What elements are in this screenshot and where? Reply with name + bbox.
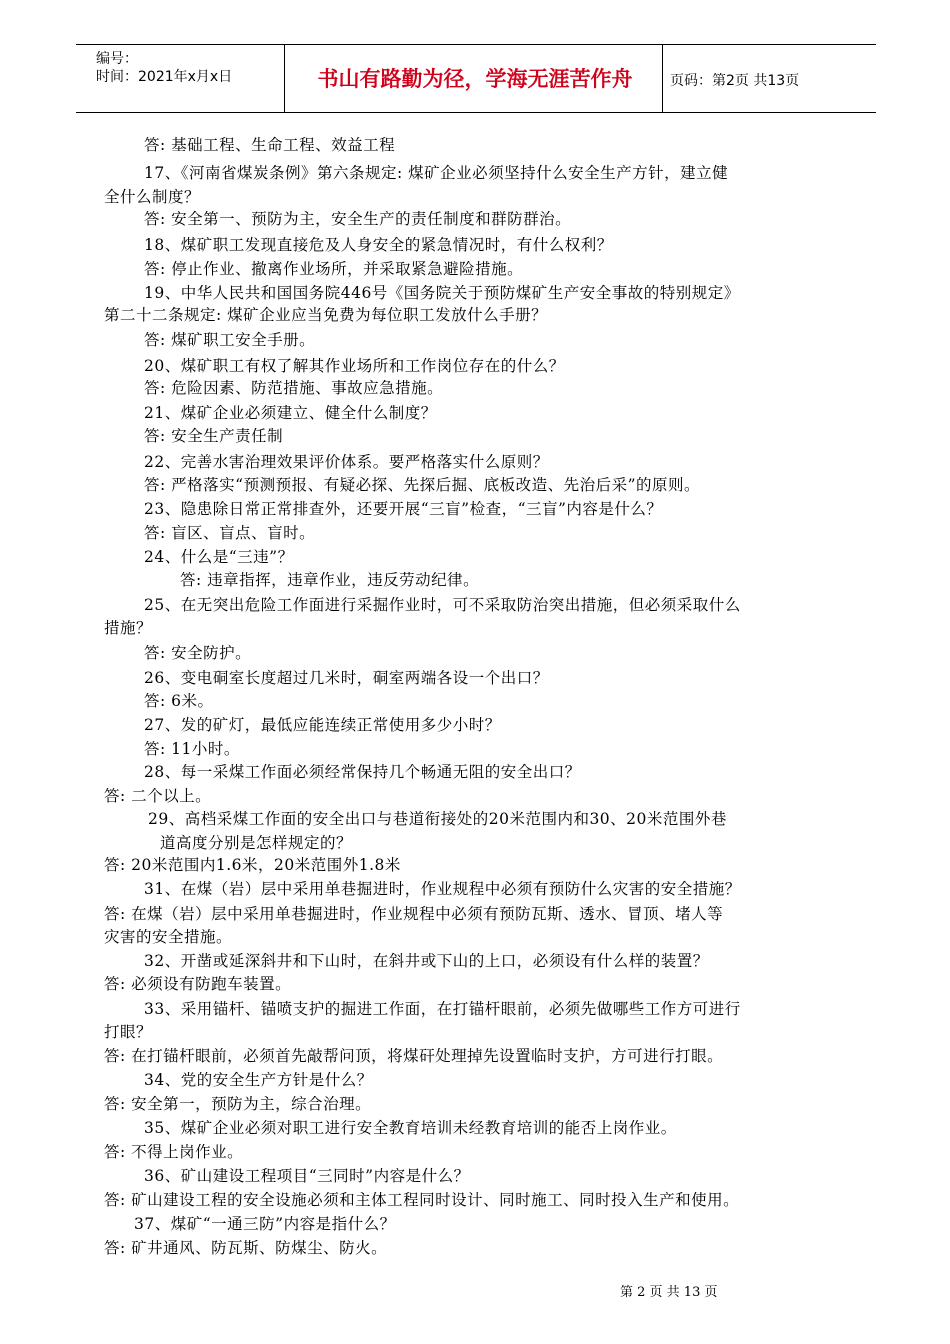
- text-line: 20、煤矿职工有权了解其作业场所和工作岗位存在的什么？: [144, 357, 565, 375]
- header-bottom-rule: [76, 112, 876, 113]
- text-line: 道高度分别是怎样规定的？: [160, 834, 353, 852]
- text-line: 36、矿山建设工程项目“三同时”内容是什么？: [144, 1167, 470, 1185]
- text-line: 31、在煤（岩）层中采用单巷掘进时，作业规程中必须有预防什么灾害的安全措施？: [144, 880, 741, 898]
- header-top-rule: [76, 44, 876, 45]
- text-line: 答: 违章指挥，违章作业，违反劳动纪律。: [180, 571, 480, 589]
- text-line: 18、煤矿职工发现直接危及人身安全的紧急情况时，有什么权利？: [144, 236, 613, 254]
- text-line: 34、党的安全生产方针是什么？: [144, 1071, 373, 1089]
- text-line: 答: 盲区、盲点、盲时。: [144, 524, 316, 542]
- text-line: 29、高档采煤工作面的安全出口与巷道衔接处的20米范围内和30、20米范围外巷: [148, 810, 727, 828]
- text-line: 答: 安全第一、预防为主，安全生产的责任制度和群防群治。: [144, 210, 572, 228]
- text-line: 26、变电硐室长度超过几米时，硐室两端各设一个出口？: [144, 669, 549, 687]
- text-line: 打眼？: [104, 1023, 153, 1041]
- text-line: 答: 在打锚杆眼前，必须首先敲帮问顶，将煤矸处理掉先设置临时支护，方可进行打眼。: [104, 1047, 724, 1065]
- text-line: 37、煤矿“一通三防”内容是指什么？: [134, 1215, 396, 1233]
- text-line: 答: 20米范围内1.6米，20米范围外1.8米: [104, 856, 401, 874]
- text-line: 答: 安全防护。: [144, 644, 252, 662]
- text-line: 17、《河南省煤炭条例》第六条规定: 煤矿企业必须坚持什么安全生产方针，建立健: [144, 164, 729, 182]
- text-line: 22、完善水害治理效果评价体系。要严格落实什么原则？: [144, 453, 549, 471]
- header-time-label: 时间：2021年x月x日: [96, 69, 233, 85]
- text-line: 答: 安全第一，预防为主，综合治理。: [104, 1095, 372, 1113]
- text-line: 答: 必须设有防跑车装置。: [104, 975, 292, 993]
- text-line: 答: 6米。: [144, 692, 214, 710]
- text-line: 第二十二条规定: 煤矿企业应当免费为每位职工发放什么手册？: [104, 306, 548, 324]
- header-page-label: 页码：第2页 共13页: [670, 73, 800, 89]
- text-line: 措施？: [104, 619, 153, 637]
- text-line: 答: 停止作业、撤离作业场所，并采取紧急避险措施。: [144, 260, 524, 278]
- text-line: 27、发的矿灯，最低应能连续正常使用多少小时？: [144, 716, 501, 734]
- text-line: 灾害的安全措施。: [104, 928, 233, 946]
- text-line: 21、煤矿企业必须建立、健全什么制度？: [144, 404, 437, 422]
- page-footer: 第 2 页 共 13 页: [620, 1285, 718, 1300]
- text-line: 33、采用锚杆、锚喷支护的掘进工作面，在打锚杆眼前，必须先做哪些工作方可进行: [144, 1000, 741, 1018]
- text-line: 全什么制度？: [104, 188, 201, 206]
- text-line: 35、煤矿企业必须对职工进行安全教育培训未经教育培训的能否上岗作业。: [144, 1119, 677, 1137]
- text-line: 答: 基础工程、生命工程、效益工程: [144, 136, 396, 154]
- text-line: 答: 不得上岗作业。: [104, 1143, 244, 1161]
- text-line: 答: 在煤（岩）层中采用单巷掘进时，作业规程中必须有预防瓦斯、透水、冒顶、堵人等: [104, 905, 724, 923]
- text-line: 答: 严格落实“预测预报、有疑必探、先探后掘、底板改造、先治后采”的原则。: [144, 476, 700, 494]
- text-line: 答: 矿山建设工程的安全设施必须和主体工程同时设计、同时施工、同时投入生产和使用。: [104, 1191, 740, 1209]
- header-divider-right: [662, 44, 663, 112]
- text-line: 答: 安全生产责任制: [144, 427, 284, 445]
- text-line: 答: 危险因素、防范措施、事故应急措施。: [144, 379, 444, 397]
- header-number-label: 编号：: [96, 51, 138, 67]
- text-line: 答: 二个以上。: [104, 787, 212, 805]
- text-line: 答: 11小时。: [144, 740, 240, 758]
- header-divider-left: [284, 44, 285, 112]
- text-line: 19、中华人民共和国国务院446号《国务院关于预防煤矿生产安全事故的特别规定》: [144, 284, 740, 302]
- header-motto: 书山有路勤为径，学海无涯苦作舟: [317, 67, 633, 91]
- text-line: 25、在无突出危险工作面进行采掘作业时，可不采取防治突出措施，但必须采取什么: [144, 596, 741, 614]
- text-line: 23、隐患除日常正常排查外，还要开展“三盲”检查，“三盲”内容是什么？: [144, 500, 663, 518]
- text-line: 答: 煤矿职工安全手册。: [144, 331, 316, 349]
- text-line: 答: 矿井通风、防瓦斯、防煤尘、防火。: [104, 1239, 388, 1257]
- text-line: 28、每一采煤工作面必须经常保持几个畅通无阻的安全出口？: [144, 763, 581, 781]
- text-line: 24、什么是“三违”？: [144, 548, 294, 566]
- text-line: 32、开凿或延深斜井和下山时，在斜井或下山的上口，必须设有什么样的装置？: [144, 952, 709, 970]
